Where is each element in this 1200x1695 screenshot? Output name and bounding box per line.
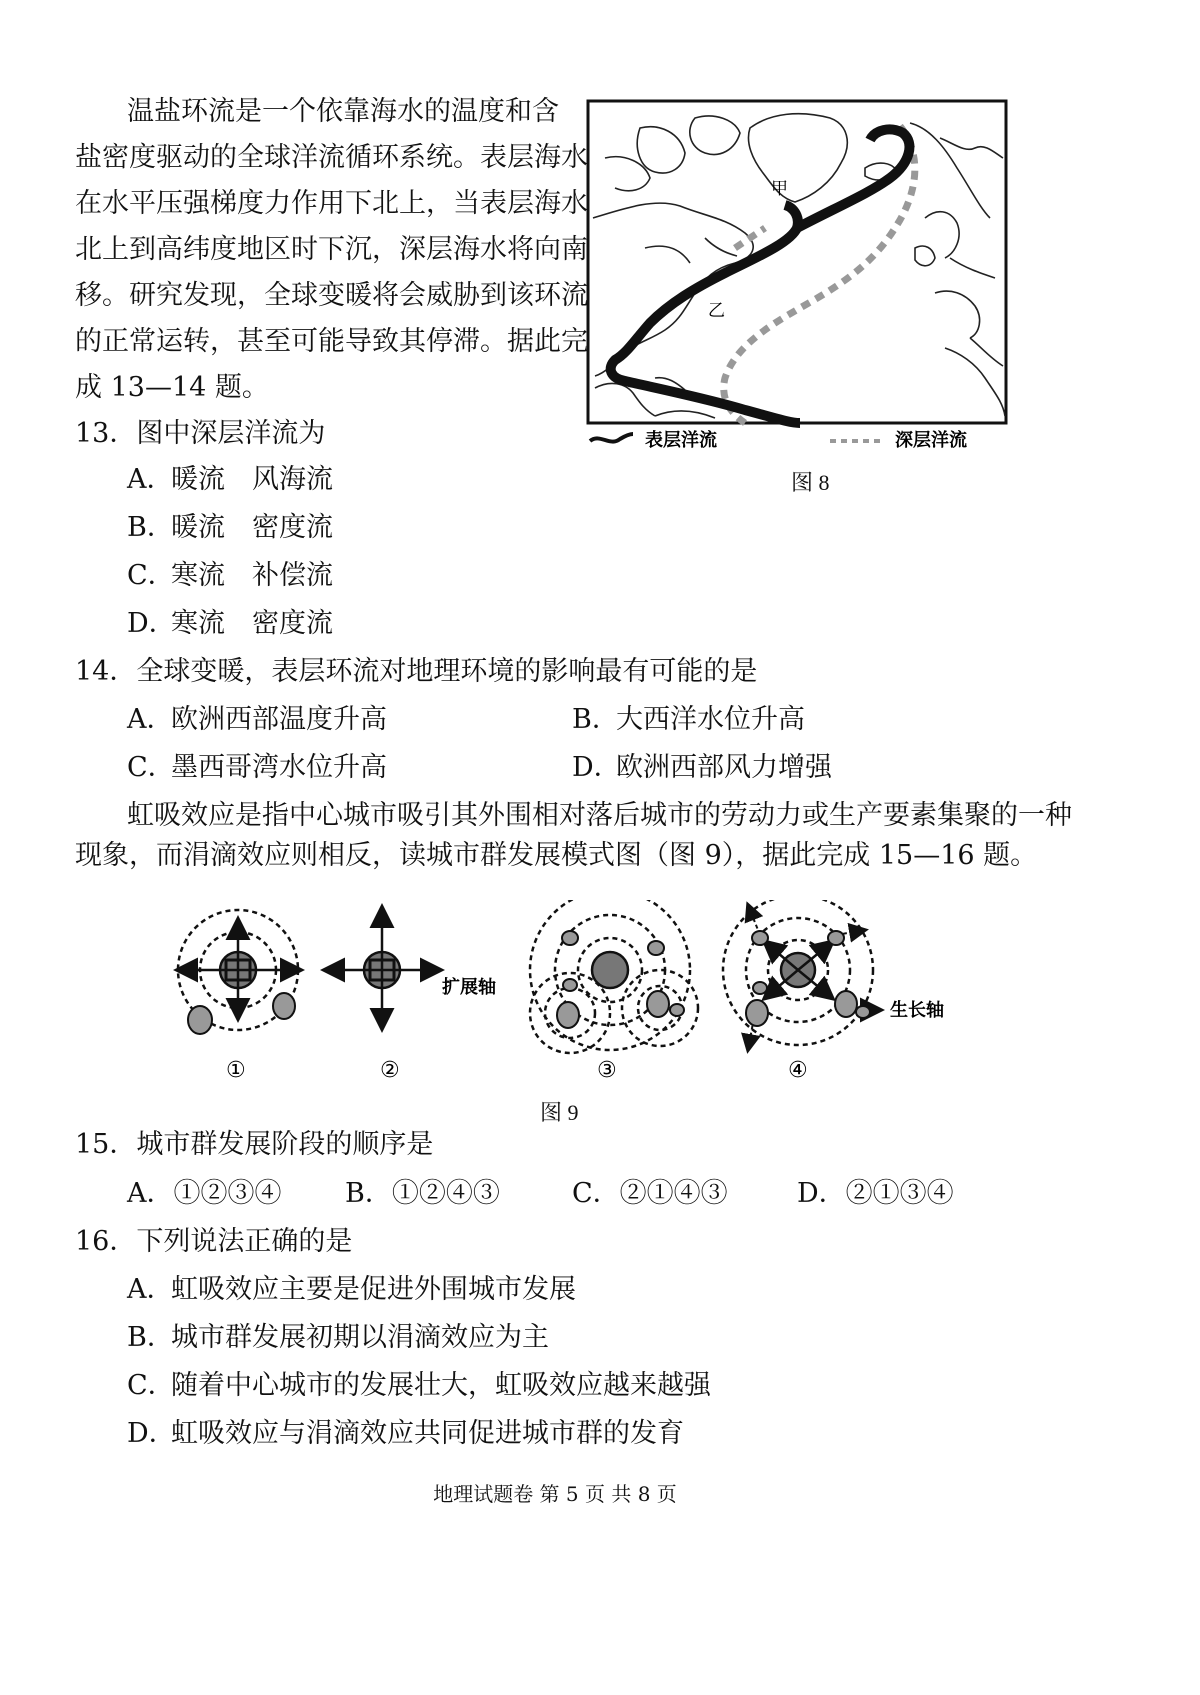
panel-2 <box>325 908 440 1028</box>
intro1-line-1: 温盐环流是一个依靠海水的温度和含 <box>127 96 559 127</box>
option-text: 暖流 密度流 <box>171 512 333 543</box>
q16-number: 16． <box>75 1226 137 1257</box>
q16-stem <box>75 1225 352 1259</box>
legend-deep-label: 深层洋流 <box>895 430 967 451</box>
q16-option-b <box>127 1321 549 1355</box>
figure8-map <box>585 98 1010 453</box>
intro1-line-2: 盐密度驱动的全球洋流循环系统。表层海水 <box>75 142 588 173</box>
panel-1 <box>178 910 300 1034</box>
q16-option-a <box>127 1273 576 1307</box>
q14-option-b <box>572 703 805 737</box>
option-text: 暖流 风海流 <box>171 464 333 495</box>
q15-text: 城市群发展阶段的顺序是 <box>136 1129 434 1160</box>
option-text: ①②④③ <box>391 1178 500 1209</box>
panel-3 <box>530 900 698 1053</box>
option-text: 随着中心城市的发展壮大，虹吸效应越来越强 <box>171 1370 711 1401</box>
intro1-line-5: 移。研究发现，全球变暖将会威胁到该环流 <box>75 280 588 311</box>
q15-number: 15． <box>75 1129 137 1160</box>
option-text: 欧洲西部温度升高 <box>171 704 387 735</box>
intro1-line-4: 北上到高纬度地区时下沉，深层海水将向南 <box>75 234 588 265</box>
q16-option-d <box>127 1417 684 1451</box>
q16-text: 下列说法正确的是 <box>136 1226 353 1257</box>
q13-option-a <box>127 463 333 497</box>
option-text: 墨西哥湾水位升高 <box>171 752 387 783</box>
option-text: 寒流 密度流 <box>171 608 333 639</box>
label-jia: 甲 <box>771 179 788 199</box>
option-text: 大西洋水位升高 <box>616 704 805 735</box>
option-letter: D． <box>572 752 621 783</box>
q13-option-d <box>127 607 333 641</box>
figure9-diagram <box>160 900 980 1090</box>
option-letter: A． <box>127 1274 174 1305</box>
figure9-caption: 图 9 <box>540 1100 579 1125</box>
option-letter: A． <box>127 1178 174 1209</box>
option-text: 欧洲西部风力增强 <box>616 752 832 783</box>
option-letter: C． <box>127 752 175 783</box>
option-text: 城市群发展初期以涓滴效应为主 <box>171 1322 549 1353</box>
q15-option-b <box>345 1177 500 1211</box>
q13-option-c <box>127 559 333 593</box>
q14-option-d <box>572 751 832 785</box>
label-yi: 乙 <box>708 301 725 321</box>
option-text: 虹吸效应主要是促进外围城市发展 <box>171 1274 576 1305</box>
option-text: 虹吸效应与涓滴效应共同促进城市群的发育 <box>171 1418 684 1449</box>
intro2-line-2: 现象，而涓滴效应则相反，读城市群发展模式图（图 9），据此完成 15—16 题。 <box>75 840 1038 871</box>
option-letter: D． <box>797 1178 846 1209</box>
q13-option-b <box>127 511 333 545</box>
q14-text: 全球变暖，表层环流对地理环境的影响最有可能的是 <box>136 656 758 687</box>
option-letter: C． <box>572 1178 620 1209</box>
option-letter: C． <box>127 560 175 591</box>
q14-option-a <box>127 703 387 737</box>
legend-surface-symbol <box>590 434 633 442</box>
q14-number: 14． <box>75 656 137 687</box>
panel-2-label: ② <box>380 1058 400 1083</box>
option-text: 寒流 补偿流 <box>171 560 333 591</box>
option-text: ②①③④ <box>845 1178 954 1209</box>
q14-stem <box>75 655 757 689</box>
q15-option-c <box>572 1177 728 1211</box>
q14-option-c <box>127 751 387 785</box>
option-letter: C． <box>127 1370 175 1401</box>
q13-number: 13． <box>75 418 137 449</box>
option-text: ①②③④ <box>173 1178 282 1209</box>
option-letter: B． <box>127 512 174 543</box>
label-axis-expand: 扩展轴 <box>442 977 496 998</box>
option-letter: D． <box>127 608 176 639</box>
q15-stem <box>75 1128 433 1162</box>
option-letter: D． <box>127 1418 176 1449</box>
intro1-line-6: 的正常运转，甚至可能导致其停滞。据此完 <box>75 326 588 357</box>
option-letter: B． <box>127 1322 174 1353</box>
option-letter: A． <box>127 704 174 735</box>
label-axis-growth: 生长轴 <box>890 1000 944 1021</box>
panel-1-label: ① <box>226 1058 246 1083</box>
intro1-line-3: 在水平压强梯度力作用下北上，当表层海水 <box>75 188 588 219</box>
page-footer: 地理试题卷 第 5 页 共 8 页 <box>433 1482 677 1506</box>
intro2-line-1: 虹吸效应是指中心城市吸引其外围相对落后城市的劳动力或生产要素集聚的一种 <box>127 800 1072 831</box>
q16-option-c <box>127 1369 711 1403</box>
panel-4 <box>723 900 880 1050</box>
q13-text: 图中深层洋流为 <box>136 418 326 449</box>
option-text: ②①④③ <box>619 1178 728 1209</box>
panel-3-label: ③ <box>597 1058 617 1083</box>
option-letter: B． <box>572 704 619 735</box>
intro1-line-7: 成 13—14 题。 <box>75 372 269 403</box>
option-letter: B． <box>345 1178 392 1209</box>
option-letter: A． <box>127 464 174 495</box>
q13-stem <box>75 417 325 451</box>
panel-4-label: ④ <box>788 1058 808 1083</box>
legend-surface-label: 表层洋流 <box>645 430 717 451</box>
figure8-caption: 图 8 <box>791 470 830 495</box>
q15-option-d <box>797 1177 954 1211</box>
q15-option-a <box>127 1177 282 1211</box>
